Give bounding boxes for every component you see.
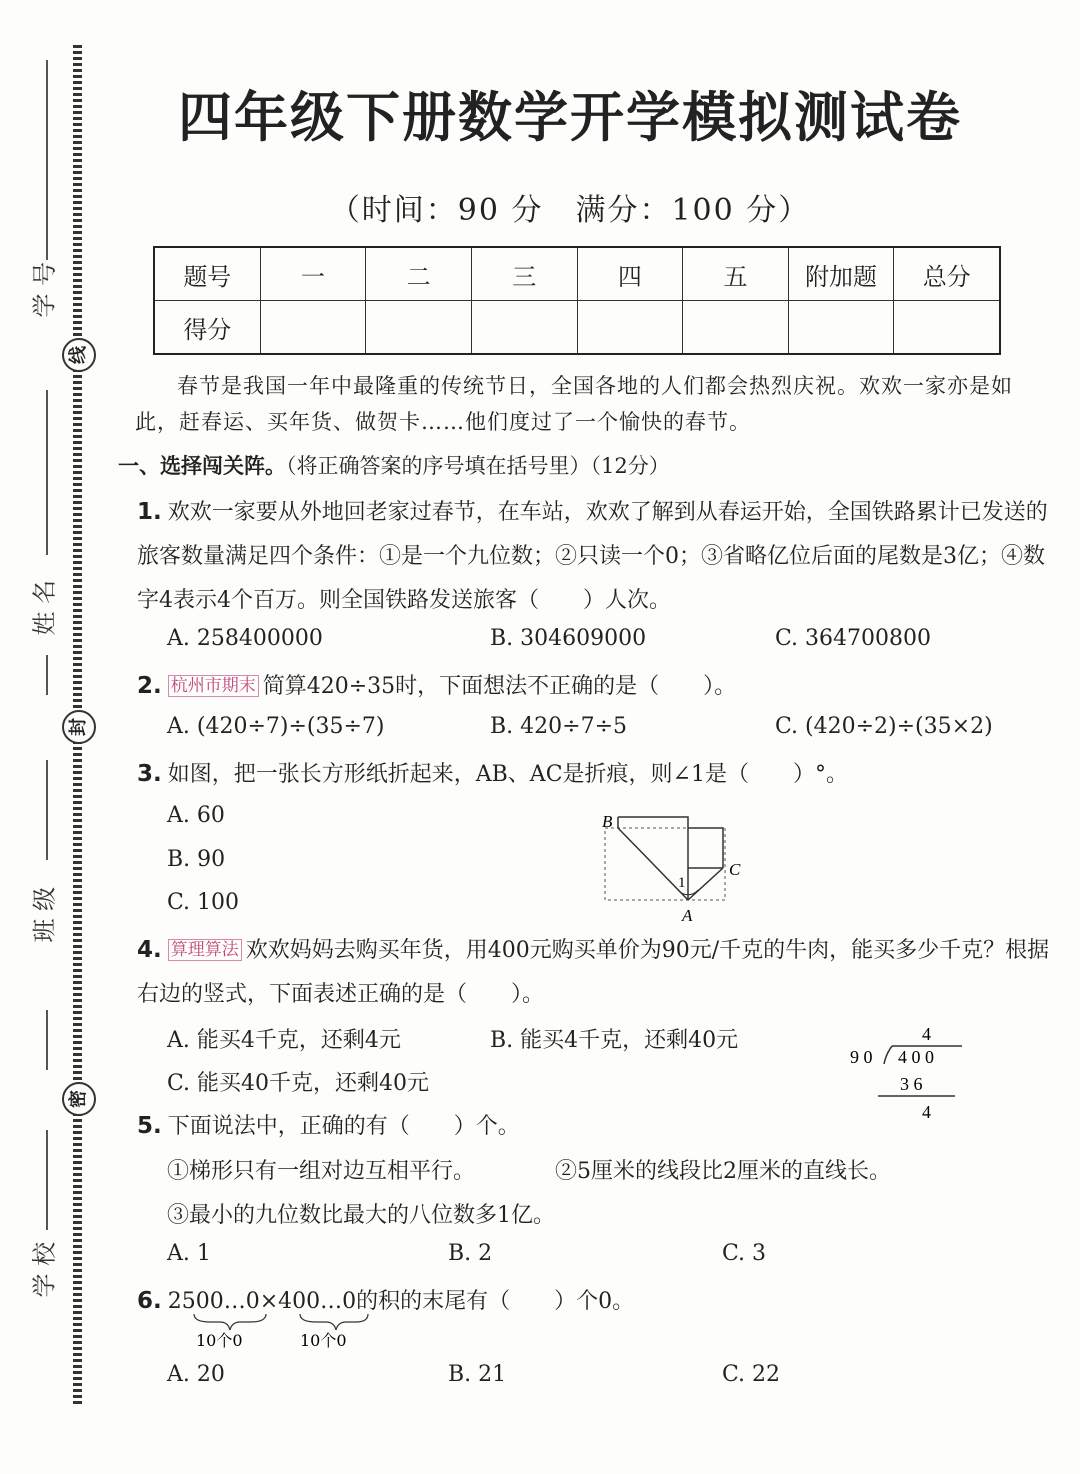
question-text: 简算420÷35时，下面想法不正确的是（ ）。 — [262, 674, 737, 699]
angle-1-label: 1 — [678, 875, 686, 891]
question-3 — [137, 752, 1052, 797]
name-underline-2 — [46, 655, 48, 695]
score-table — [153, 246, 1001, 355]
score-header-cell: 总分 — [894, 247, 1000, 301]
class-underline-2 — [46, 1010, 48, 1070]
division-product: 3 6 — [900, 1074, 923, 1094]
section-1-note: （将正确答案的序号填在括号里）（12分） — [286, 454, 670, 478]
question-number: 4. — [137, 937, 162, 963]
division-dividend: 4 0 0 — [898, 1047, 934, 1067]
original-rectangle-outline — [605, 828, 725, 900]
score-header-cell: 题号 — [154, 247, 260, 301]
division-quotient: 4 — [922, 1024, 931, 1044]
q6-option-c[interactable]: C. 22 — [722, 1362, 781, 1387]
q5-option-b[interactable]: B. 2 — [448, 1241, 493, 1266]
student-id-underline — [46, 60, 48, 260]
fold-line-ac — [688, 868, 723, 900]
q3-option-a[interactable]: A. 60 — [167, 803, 225, 828]
brace-right-label: 10个0 — [300, 1331, 347, 1350]
question-text: 欢欢妈妈去购买年货，用400元购买单价为90元/千克的牛肉，能买多少千克？根据右边的竖式，下面表述正确的是（ ）。 — [137, 938, 1050, 1007]
q4-option-b[interactable]: B. 能买4千克，还剩40元 — [490, 1028, 739, 1053]
section-1-title — [118, 450, 670, 480]
score-row-label: 得分 — [154, 301, 260, 355]
q6-option-a[interactable]: A. 20 — [167, 1362, 225, 1387]
q5-statement-3: ③最小的九位数比最大的八位数多1亿。 — [167, 1203, 555, 1228]
score-cell[interactable] — [894, 301, 1000, 355]
question-number: 5. — [137, 1113, 162, 1139]
q3-option-b[interactable]: B. 90 — [167, 847, 226, 872]
score-cell[interactable] — [788, 301, 894, 355]
folded-paper-figure — [590, 805, 760, 930]
folded-top-edge — [618, 817, 688, 828]
score-cell[interactable] — [577, 301, 683, 355]
q5-statement-1: ①梯形只有一组对边互相平行。 — [167, 1159, 476, 1184]
q2-option-c[interactable]: C. (420÷2)÷(35×2) — [775, 714, 993, 739]
question-number: 6. — [137, 1288, 162, 1314]
question-2 — [137, 664, 1052, 709]
exam-time-score: （时间：90 分 满分：100 分） — [329, 193, 811, 228]
score-header-cell: 四 — [577, 247, 683, 301]
brace-left-label: 10个0 — [196, 1331, 243, 1350]
question-text: 如图，把一张长方形纸折起来，AB、AC是折痕，则∠1是（ ）°。 — [167, 762, 848, 787]
seal-feng: 封 — [62, 710, 96, 744]
question-expression: 2500…0×400…0的积的末尾有（ ）个0。 — [167, 1289, 635, 1314]
division-divisor: 9 0 — [850, 1047, 873, 1067]
q4-option-a[interactable]: A. 能买4千克，还剩4元 — [167, 1028, 401, 1053]
score-table-header-row — [154, 247, 1000, 301]
score-header-cell: 一 — [260, 247, 366, 301]
score-header-cell: 附加题 — [788, 247, 894, 301]
point-a-label: A — [682, 906, 693, 925]
question-5 — [137, 1104, 1052, 1149]
brace-left — [194, 1314, 266, 1330]
q2-option-b[interactable]: B. 420÷7÷5 — [490, 714, 628, 739]
score-cell[interactable] — [683, 301, 789, 355]
seal-mi: 密 — [62, 1082, 96, 1116]
score-header-cell: 二 — [366, 247, 472, 301]
source-tag: 杭州市期末 — [168, 675, 259, 697]
point-b-label: B — [602, 812, 613, 831]
q5-option-c[interactable]: C. 3 — [722, 1241, 767, 1266]
school-underline — [46, 1130, 48, 1230]
brace-right — [300, 1314, 368, 1330]
folded-right-edge — [688, 828, 723, 868]
question-4 — [137, 928, 1052, 1017]
student-id-label: 学 号 — [30, 261, 59, 318]
division-remainder: 4 — [922, 1102, 931, 1122]
score-header-cell: 五 — [683, 247, 789, 301]
q1-option-c[interactable]: C. 364700800 — [775, 626, 932, 651]
school-label: 学 校 — [30, 1241, 59, 1298]
source-tag: 算理算法 — [168, 939, 242, 961]
class-underline — [46, 760, 48, 860]
point-c-label: C — [729, 860, 741, 879]
score-cell[interactable] — [366, 301, 472, 355]
q3-option-c[interactable]: C. 100 — [167, 890, 240, 915]
question-text: 下面说法中，正确的有（ ）个。 — [167, 1114, 520, 1139]
name-underline — [46, 390, 48, 555]
question-number: 1. — [137, 499, 162, 525]
q6-brace-annotations — [190, 1312, 380, 1352]
seal-line: 线 — [62, 338, 96, 372]
score-cell[interactable] — [471, 301, 577, 355]
q6-option-b[interactable]: B. 21 — [448, 1362, 507, 1387]
score-cell[interactable] — [260, 301, 366, 355]
q1-option-b[interactable]: B. 304609000 — [490, 626, 647, 651]
class-label: 班 级 — [30, 886, 59, 943]
question-text: 欢欢一家要从外地回老家过春节，在车站，欢欢了解到从春运开始，全国铁路累计已发送的旅客数量满足四个条件：①是一个九位数；②只读一个0；③省略亿位后面的尾数是3亿；④数字4表示4个百万。则全国铁路发送旅客（ ）人次。 — [137, 500, 1048, 613]
q2-option-a[interactable]: A. (420÷7)÷(35÷7) — [167, 714, 385, 739]
q5-option-a[interactable]: A. 1 — [167, 1241, 211, 1266]
score-header-cell: 三 — [471, 247, 577, 301]
question-1 — [137, 490, 1052, 623]
name-label: 姓 名 — [30, 579, 59, 636]
section-1-heading: 一、选择闯关阵。 — [118, 454, 286, 478]
question-number: 3. — [137, 761, 162, 787]
q1-option-a[interactable]: A. 258400000 — [167, 626, 323, 651]
q5-statement-2: ②5厘米的线段比2厘米的直线长。 — [555, 1159, 891, 1184]
score-table-score-row — [154, 301, 1000, 355]
q4-option-c[interactable]: C. 能买40千克，还剩40元 — [167, 1071, 430, 1096]
intro-paragraph: 春节是我国一年中最隆重的传统节日，全国各地的人们都会热烈庆祝。欢欢一家亦是如此，赶春运、买年货、做贺卡……他们度过了一个愉快的春节。 — [135, 374, 1013, 434]
division-bracket — [884, 1046, 892, 1064]
exam-title: 四年级下册数学开学模拟测试卷 — [178, 86, 962, 149]
question-number: 2. — [137, 673, 162, 699]
